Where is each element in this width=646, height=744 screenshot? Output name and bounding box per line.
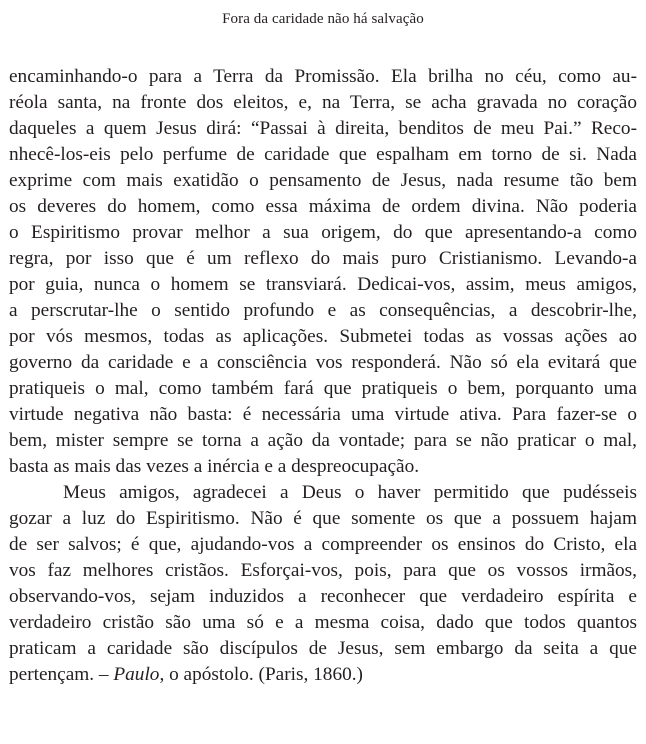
text-line: basta as mais das vezes a inércia e a despreocupação.	[9, 456, 420, 477]
text-line: a perscrutar-lhe o sentido profundo e as consequências, a descobrir-lhe,	[9, 300, 637, 321]
text-line: praticam a caridade são discípulos de Jesus, sem embargo da seita a que	[9, 638, 637, 659]
text-line: por guia, nunca o homem se transviará. Dedicai-vos, assim, meus amigos,	[9, 274, 637, 295]
text-line: de ser salvos; é que, ajudando-vos a compreender os ensinos do Cristo, ela	[9, 534, 637, 555]
text-line: nhecê-los-eis pelo perfume de caridade que espalham em torno de si. Nada	[9, 144, 637, 165]
text-line: Meus amigos, agradecei a Deus o haver permitido que pudésseis	[63, 482, 637, 503]
text-line: regra, por isso que é um reflexo do mais puro Cristianismo. Levando-a	[9, 248, 637, 269]
text-line: bem, mister sempre se torna a ação da vontade; para se não praticar o mal,	[9, 430, 637, 451]
text-line: pratiqueis o mal, como também fará que pratiqueis o bem, porquanto uma	[9, 378, 637, 399]
paragraph-1	[9, 64, 637, 480]
body-text	[9, 64, 637, 688]
signature-suffix: , o apóstolo. (Paris, 1860.)	[159, 664, 363, 685]
paragraph-2	[9, 480, 637, 688]
text-line: gozar a luz do Espiritismo. Não é que somente os que a possuem hajam	[9, 508, 637, 529]
text-line: virtude negativa não basta: é necessária uma virtude ativa. Para fazer-se o	[9, 404, 637, 425]
text-line: réola santa, na fronte dos eleitos, e, na Terra, se acha gravada no coração	[9, 92, 637, 113]
text-line: por vós mesmos, todas as aplicações. Submetei todas as vossas ações ao	[9, 326, 637, 347]
author-name: Paulo	[113, 664, 160, 685]
text-line: daqueles a quem Jesus dirá: “Passai à direita, benditos de meu Pai.” Reco-	[9, 118, 637, 139]
text-line: o Espiritismo provar melhor a sua origem, do que apresentando-a como	[9, 222, 637, 243]
text-line: observando-vos, sejam induzidos a reconhecer que verdadeiro espírita e	[9, 586, 637, 607]
text-line: verdadeiro cristão são uma só e a mesma coisa, dado que todos quantos	[9, 612, 637, 633]
text-line: exprime com mais exatidão o pensamento de Jesus, nada resume tão bem	[9, 170, 637, 191]
signature-line	[9, 662, 637, 688]
text-line: vos faz melhores cristãos. Esforçai-vos, pois, para que os vossos irmãos,	[9, 560, 637, 581]
running-header: Fora da caridade não há salvação	[222, 11, 424, 27]
text-line: encaminhando-o para a Terra da Promissão. Ela brilha no céu, como au-	[9, 66, 637, 87]
signature-prefix: pertençam. –	[9, 664, 114, 685]
text-line: governo da caridade e a consciência vos responderá. Não só ela evitará que	[9, 352, 637, 373]
text-line: os deveres do homem, como essa máxima de ordem divina. Não poderia	[9, 196, 637, 217]
